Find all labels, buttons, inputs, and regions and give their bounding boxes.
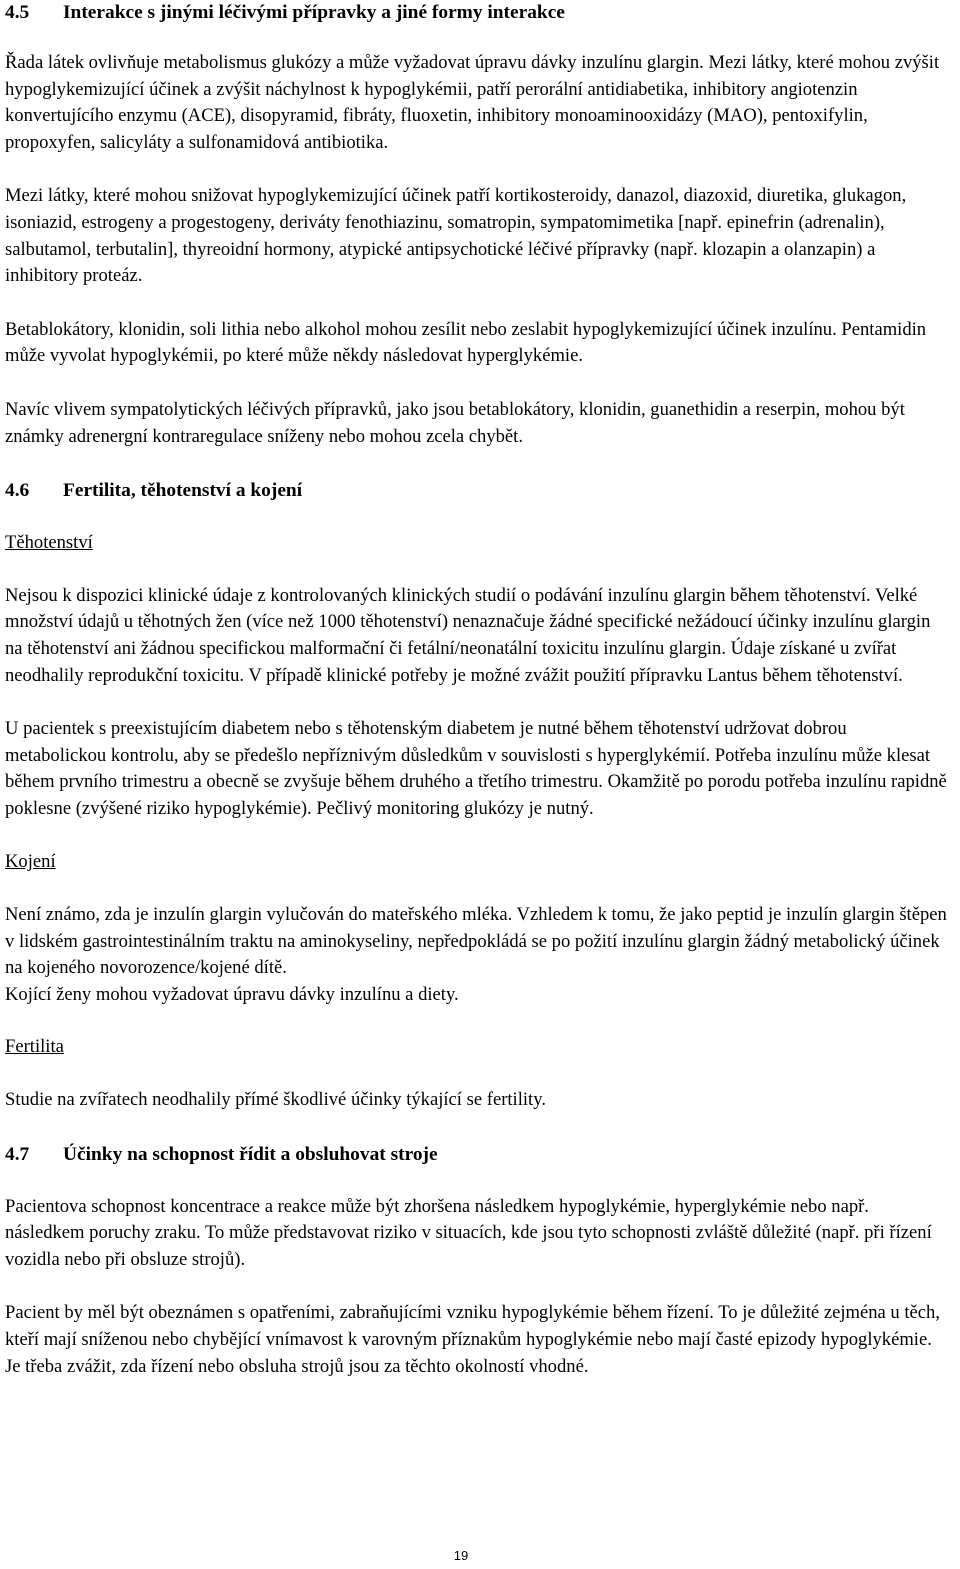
document-page: [5, 0, 950, 1380]
pregnancy-paragraph-1: Nejsou k dispozici klinické údaje z kontrolovaných klinických studií o podávání inzulínu glargin během těhotenství. Velké množství údajů u těhotných žen (více než 1000 těhotenství) nenaznačuje žádné specifické nežádoucí účinky inzulínu glargin na těhotenství ani žádnou specifickou malformační či fetální/neonatální toxicitu inzulínu glargin. Údaje získané u zvířat neodhalily reprodukční toxicitu. V případě klinické potřeby je možné zvážit použití přípravku Lantus během těhotenství.: [5, 584, 931, 686]
interactions-paragraph-3: Betablokátory, klonidin, soli lithia nebo alkohol mohou zesílit nebo zeslabit hypoglykemizující účinek inzulínu. Pentamidin může vyvolat hypoglykémii, po které může někdy následovat hyperglykémie.: [5, 318, 927, 367]
section-4-6-heading: [5, 478, 950, 504]
interactions-paragraph-1: Řada látek ovlivňuje metabolismus glukózy a může vyžadovat úpravu dávky inzulínu glargin. Mezi látky, které mohou zvýšit hypoglykemizující účinek a zvýšit náchylnost k hypoglykémii, patří perorální antidiabetika, inhibitory angiotenzin konvertujícího enzymu (ACE), disopyramid, fibráty, fluoxetin, inhibitory monoaminooxidázy (MAO), pentoxifylin, propoxyfen, salicyláty a sulfonamidová antibiotika.: [5, 52, 940, 153]
driving-paragraph-2: Pacient by měl být obeznámen s opatřeními, zabraňujícími vzniku hypoglykémie během řízení. To je důležité zejména u těch, kteří mají sníženou nebo chybějící vnímavost k varovným příznakům hypoglykémie nebo mají časté epizody hypoglykémie. Je třeba zvážit, zda řízení nebo obsluha strojů jsou za těchto okolností vhodné.: [5, 1302, 940, 1377]
section-4-5-heading: [5, 0, 950, 26]
driving-paragraph-1: Pacientova schopnost koncentrace a reakce může být zhoršena následkem hypoglykémie, hyperglykémie nebo např. následkem poruchy zraku. To může představovat riziko v situacích, kde jsou tyto schopnosti zvláště důležité (např. při řízení vozidla nebo při obsluze strojů).: [5, 1195, 932, 1270]
section-title: Interakce s jinými léčivými přípravky a jiné formy interakce: [63, 2, 565, 23]
interactions-paragraph-4: Navíc vlivem sympatolytických léčivých přípravků, jako jsou betablokátory, klonidin, guanethidin a reserpin, mohou být známky adrenergní kontraregulace sníženy nebo mohou zcela chybět.: [5, 398, 905, 447]
section-4-7-heading: [5, 1142, 950, 1168]
section-number: 4.5: [5, 2, 30, 23]
section-number: 4.6: [5, 480, 30, 502]
lactation-paragraph-2: Kojící ženy mohou vyžadovat úpravu dávky inzulínu a diety.: [5, 983, 459, 1005]
page-number: 19: [453, 1548, 469, 1563]
section-title: Účinky na schopnost řídit a obsluhovat stroje: [63, 1143, 438, 1165]
pregnancy-paragraph-2: U pacientek s preexistujícím diabetem nebo s těhotenským diabetem je nutné během těhotenství udržovat dobrou metabolickou kontrolu, aby se předešlo nepříznivým důsledkům v souvislosti s hyperglykémií. Potřeba inzulínu může klesat během prvního trimestru a obecně se zvyšuje během druhého a třetího trimestru. Okamžitě po porodu potřeba inzulínu rapidně poklesne (zvýšené riziko hypoglykémie). Pečlivý monitoring glukózy je nutný.: [5, 718, 947, 819]
interactions-paragraph-2: Mezi látky, které mohou snižovat hypoglykemizující účinek patří kortikosteroidy, danazol, diazoxid, diuretika, glukagon, isoniazid, estrogeny a progestogeny, deriváty fenothiazinu, somatropin, sympatomimetika [např. epinefrin (adrenalin), salbutamol, terbutalin], thyreoidní hormony, atypické antipsychotické léčivé přípravky (např. klozapin a olanzapin) a inhibitory proteáz.: [5, 185, 907, 287]
section-title: Fertilita, těhotenství a kojení: [63, 480, 303, 502]
lactation-subheading: Kojení: [5, 851, 56, 873]
pregnancy-subheading: Těhotenství: [5, 532, 93, 554]
lactation-paragraph-1: Není známo, zda je inzulín glargin vylučován do mateřského mléka. Vzhledem k tomu, že jako peptid je inzulín glargin štěpen v lidském gastrointestinálním traktu na aminokyseliny, nepředpokládá se po požití inzulínu glargin žádný metabolický účinek na kojeného novorozence/kojené dítě.: [5, 904, 947, 979]
section-number: 4.7: [5, 1143, 30, 1165]
fertility-paragraph-1: Studie na zvířatech neodhalily přímé škodlivé účinky týkající se fertility.: [5, 1089, 546, 1111]
fertility-subheading: Fertilita: [5, 1036, 64, 1058]
